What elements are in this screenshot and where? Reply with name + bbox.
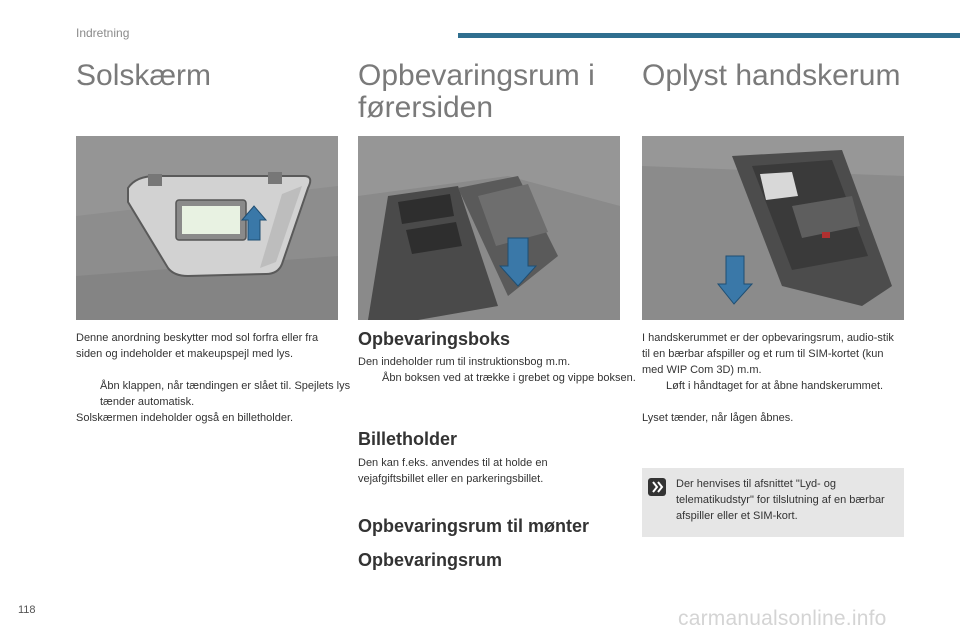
storage-box-bullet (358, 370, 644, 386)
coin-storage-heading: Opbevaringsrum til mønter (358, 516, 590, 536)
glovebox-title: Oplyst handskerum (642, 59, 901, 92)
info-arrow-icon (648, 478, 666, 496)
storage-box-bullet-text: Åbn boksen ved at trække i grebet og vippe boksen. (382, 372, 636, 384)
sun-visor-outro: Solskærmen indeholder også en billetholder. (76, 412, 294, 424)
storage-box-heading: Opbevaringsboks (358, 329, 511, 349)
storage-compartment-heading: Opbevaringsrum (358, 550, 503, 570)
info-note (642, 468, 904, 537)
column-storage (358, 0, 636, 570)
ticket-holder-heading: Billetholder (358, 429, 458, 449)
glovebox-intro: I handskerummet er der opbevaringsrum, audio-stik til en bærbar afspiller og et rum til SIM-kortet (kun med WIP Com 3D) m.m. (642, 332, 894, 376)
section-label: Indretning (76, 26, 130, 40)
sun-visor-illustration (76, 136, 338, 320)
storage-box-illustration (358, 136, 620, 320)
glovebox-illustration (642, 136, 904, 320)
header-rule (458, 33, 960, 38)
sun-visor-bullet-text: Åbn klappen, når tændingen er slået til. Spejlets lys tænder automatisk. (100, 380, 351, 408)
sun-visor-bullet (76, 378, 362, 410)
ticket-holder-text: Den kan f.eks. anvendes til at holde en vejafgiftsbillet eller en parkeringsbillet. (358, 457, 548, 485)
watermark: carmanualsonline.info (678, 607, 887, 630)
storage-box-text: Den indeholder rum til instruktionsbog m.m. (358, 356, 571, 368)
column-glovebox (642, 0, 904, 522)
glovebox-outro: Lyset tænder, når lågen åbnes. (642, 412, 794, 424)
sun-visor-title: Solskærm (76, 59, 212, 92)
info-note-text: Der henvises til afsnittet "Lyd- og telematikudstyr" for tilslutning af en bærbar afspiller eller et SIM-kort. (676, 478, 885, 522)
sun-visor-intro: Denne anordning beskytter mod sol forfra eller fra siden og indeholder et makeupspejl med lys. (76, 332, 319, 360)
glovebox-bullet (642, 378, 928, 394)
storage-title: Opbevaringsrum i førersiden (358, 59, 595, 125)
glovebox-bullet-text: Løft i håndtaget for at åbne handskerummet. (666, 380, 884, 392)
page-number: 118 (18, 604, 36, 616)
